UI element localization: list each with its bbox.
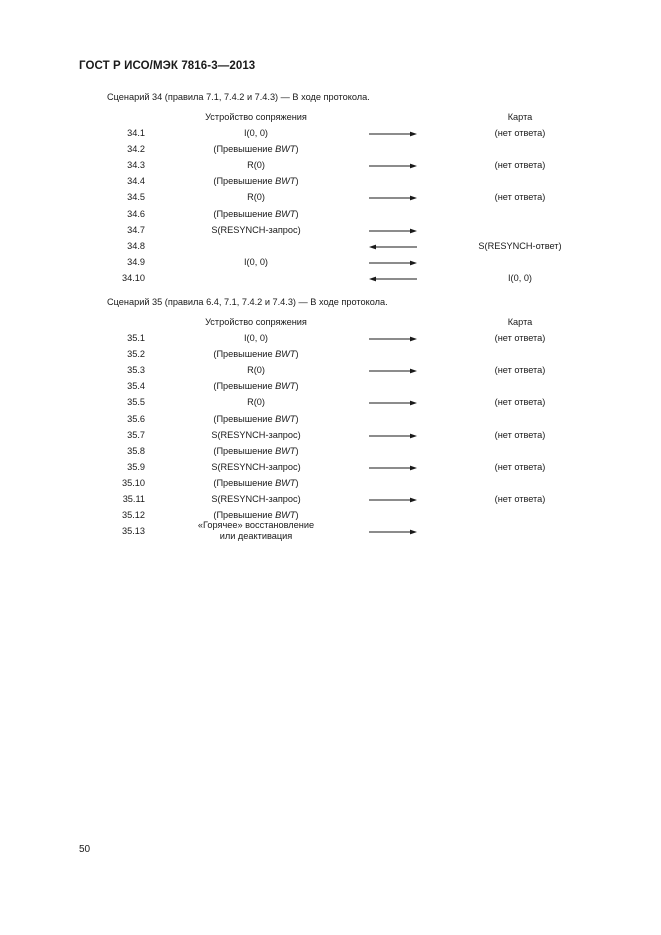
step-number: 35.2 (127, 349, 145, 360)
device-message-suffix: ) (295, 381, 299, 392)
card-response: (нет ответа) (494, 461, 546, 472)
protocol-row (0, 273, 661, 287)
protocol-row (0, 257, 661, 271)
protocol-row (0, 365, 661, 379)
protocol-row (0, 446, 661, 460)
arrow-right-icon (369, 528, 417, 536)
protocol-row (0, 144, 661, 158)
device-message: R(0) (247, 365, 265, 376)
arrow-right-icon (369, 496, 417, 504)
protocol-row (0, 225, 661, 239)
step-number: 34.8 (127, 240, 145, 251)
device-message-prefix: (Превышение (213, 381, 276, 392)
arrow-right-icon (369, 399, 417, 407)
card-response: S(RESYNCH-ответ) (478, 240, 562, 251)
arrow-left-icon (369, 275, 417, 283)
device-message-prefix: (Превышение (213, 208, 276, 219)
protocol-row (0, 333, 661, 347)
device-message-suffix: ) (295, 349, 299, 360)
device-message: S(RESYNCH-запрос) (211, 224, 301, 235)
step-number: 35.10 (122, 477, 145, 488)
arrow-right-icon (369, 130, 417, 138)
bwt-term: BWT (275, 381, 296, 392)
card-response: (нет ответа) (494, 192, 546, 203)
device-message (170, 144, 342, 154)
step-number: 34.2 (127, 144, 145, 155)
card-response: (нет ответа) (494, 365, 546, 376)
device-message (170, 176, 342, 186)
protocol-row (0, 462, 661, 476)
protocol-row (0, 128, 661, 142)
device-message-prefix: (Превышение (213, 176, 276, 187)
device-message-suffix: ) (295, 176, 299, 187)
device-message-prefix: (Превышение (213, 510, 276, 521)
device-message (170, 209, 342, 219)
device-message-prefix: (Превышение (213, 477, 276, 488)
card-response: (нет ответа) (494, 128, 546, 138)
device-message: R(0) (247, 397, 265, 408)
device-message-line2: или деактивация (219, 530, 293, 541)
step-number: 34.6 (127, 208, 145, 219)
bwt-term: BWT (275, 477, 296, 488)
arrow-right-icon (369, 432, 417, 440)
arrow-right-icon (369, 464, 417, 472)
protocol-row (0, 381, 661, 395)
arrow-right-icon (369, 367, 417, 375)
bwt-term: BWT (275, 176, 296, 187)
arrow-left-icon (369, 243, 417, 251)
device-message-suffix: ) (295, 144, 299, 155)
step-number: 35.7 (127, 429, 145, 440)
card-response: (нет ответа) (494, 397, 546, 408)
device-message (170, 510, 342, 520)
step-number: 34.10 (122, 272, 145, 283)
step-number: 34.1 (127, 128, 145, 138)
device-message-prefix: (Превышение (213, 445, 276, 456)
step-number: 35.8 (127, 445, 145, 456)
scenario-35-device-heading: Устройство сопряжения (205, 317, 307, 327)
device-message: I(0, 0) (244, 333, 268, 343)
device-message-suffix: ) (295, 510, 299, 521)
bwt-term: BWT (275, 510, 296, 521)
card-response: (нет ответа) (494, 160, 546, 171)
device-message (170, 520, 342, 541)
arrow-right-icon (369, 227, 417, 235)
protocol-row (0, 494, 661, 508)
scenario-35-title: Сценарий 35 (правила 6.4, 7.1, 7.4.2 и 7.4.3) — В ходе протокола. (107, 297, 388, 307)
protocol-row (0, 414, 661, 428)
card-response: (нет ответа) (494, 494, 546, 504)
step-number: 34.9 (127, 256, 145, 267)
device-message-suffix: ) (295, 477, 299, 488)
device-message: I(0, 0) (244, 256, 268, 267)
step-number: 35.5 (127, 397, 145, 408)
protocol-row (0, 478, 661, 492)
step-number: 35.1 (127, 333, 145, 343)
arrow-right-icon (369, 335, 417, 343)
document-header: ГОСТ Р ИСО/МЭК 7816-3—2013 (79, 60, 256, 72)
step-number: 35.6 (127, 413, 145, 424)
arrow-right-icon (369, 194, 417, 202)
protocol-row (0, 160, 661, 174)
device-message (170, 349, 342, 359)
device-message: I(0, 0) (244, 128, 268, 138)
bwt-term: BWT (275, 349, 296, 360)
step-number: 34.7 (127, 224, 145, 235)
device-message (170, 381, 342, 391)
protocol-row (0, 241, 661, 255)
bwt-term: BWT (275, 413, 296, 424)
step-number: 35.12 (122, 510, 145, 521)
scenario-34-title: Сценарий 34 (правила 7.1, 7.4.2 и 7.4.3) — В ходе протокола. (107, 92, 370, 102)
device-message-prefix: (Превышение (213, 144, 276, 155)
step-number: 35.4 (127, 381, 145, 392)
card-response: I(0, 0) (508, 272, 532, 283)
device-message (170, 478, 342, 488)
scenario-34-card-heading: Карта (507, 112, 533, 122)
device-message (170, 414, 342, 424)
step-number: 35.3 (127, 365, 145, 376)
device-message: R(0) (247, 192, 265, 203)
protocol-row (0, 520, 661, 541)
protocol-row (0, 192, 661, 206)
device-message: S(RESYNCH-запрос) (211, 461, 301, 472)
arrow-right-icon (369, 259, 417, 267)
card-response: (нет ответа) (494, 333, 546, 343)
step-number: 34.5 (127, 192, 145, 203)
bwt-term: BWT (275, 144, 296, 155)
page-number: 50 (79, 844, 91, 855)
scenario-35-card-heading: Карта (507, 317, 533, 327)
device-message-prefix: (Превышение (213, 349, 276, 360)
arrow-right-icon (369, 162, 417, 170)
device-message: S(RESYNCH-запрос) (211, 494, 301, 504)
device-message (170, 446, 342, 456)
device-message-line1: «Горячее» восстановление (197, 520, 315, 531)
step-number: 35.9 (127, 461, 145, 472)
bwt-term: BWT (275, 208, 296, 219)
device-message-suffix: ) (295, 445, 299, 456)
device-message-suffix: ) (295, 413, 299, 424)
device-message-prefix: (Превышение (213, 413, 276, 424)
device-message-suffix: ) (295, 208, 299, 219)
protocol-row (0, 176, 661, 190)
step-number: 35.11 (122, 494, 145, 504)
device-message: R(0) (247, 160, 265, 171)
card-response: (нет ответа) (494, 429, 546, 440)
scenario-34-device-heading: Устройство сопряжения (205, 112, 307, 122)
protocol-row (0, 209, 661, 223)
protocol-row (0, 349, 661, 363)
protocol-row (0, 430, 661, 444)
step-number: 34.3 (127, 160, 145, 171)
step-number: 34.4 (127, 176, 145, 187)
protocol-row (0, 397, 661, 411)
step-number: 35.13 (122, 526, 145, 537)
device-message: S(RESYNCH-запрос) (211, 429, 301, 440)
bwt-term: BWT (275, 445, 296, 456)
